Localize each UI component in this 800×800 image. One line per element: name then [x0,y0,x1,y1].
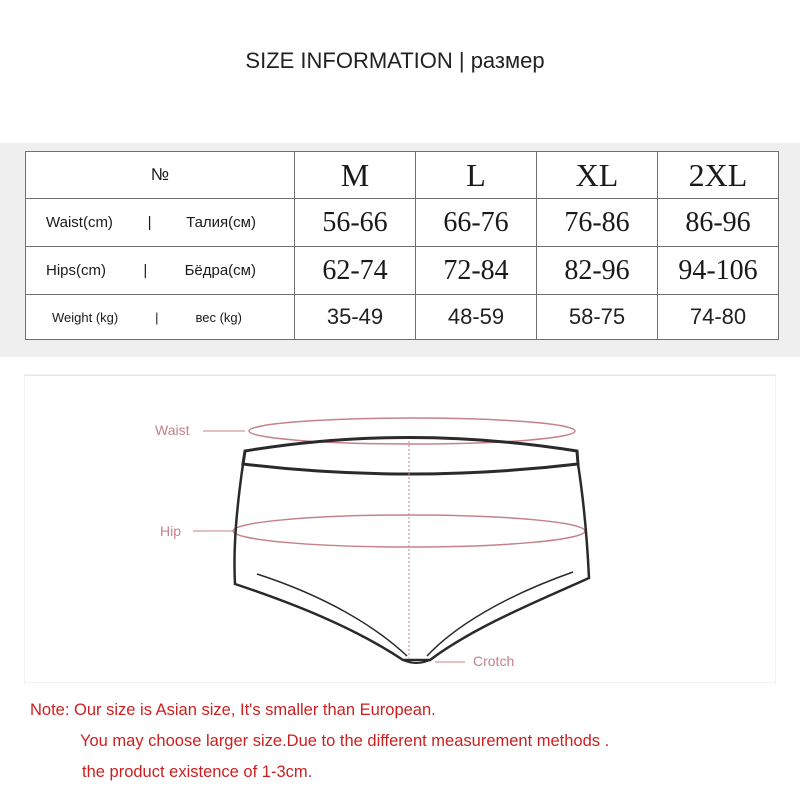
note-line-3: the product existence of 1-3cm. [82,763,313,781]
briefs-diagram-svg [25,376,775,682]
row-label-ru: Талия(см) [186,214,256,231]
row-label-ru: вес (kg) [195,309,242,325]
table-header-row [26,152,779,199]
note-line-2: You may choose larger size.Due to the different measurement methods . [80,732,610,750]
hips-l-value: 72-84 [416,247,537,295]
row-label-separator: | [143,262,148,279]
table-row-weight [26,295,779,340]
row-label-separator: | [147,214,152,231]
waist-measure-ring [249,418,575,444]
weight-m-value: 35-49 [295,295,416,340]
waist-2xl-value: 86-96 [658,199,779,247]
weight-xl-value: 58-75 [537,295,658,340]
briefs-leg-curve [427,572,573,656]
waist-l-value: 66-76 [416,199,537,247]
row-label-cell [26,295,295,340]
page-title: SIZE INFORMATION | размер [245,48,545,73]
size-m-header: M [295,152,416,199]
crotch-label: Crotch [473,653,515,669]
waist-label: Waist [155,422,190,438]
waist-xl-value: 76-86 [537,199,658,247]
briefs-outline [234,464,589,660]
row-label-separator: | [155,309,159,325]
row-label-en: Weight (kg) [52,309,119,325]
row-label-cell [26,199,295,247]
hips-2xl-value: 94-106 [658,247,779,295]
size-2xl-header: 2XL [658,152,779,199]
briefs-waistband [243,438,578,475]
waist-m-value: 56-66 [295,199,416,247]
table-row-hips [26,247,779,295]
hips-xl-value: 82-96 [537,247,658,295]
measurement-diagram [25,375,775,682]
header-number-cell: № [26,152,295,199]
size-l-header: L [416,152,537,199]
row-label-en: Hips(cm) [46,262,106,279]
table-row-waist [26,199,779,247]
hips-m-value: 62-74 [295,247,416,295]
row-label-en: Waist(cm) [46,214,113,231]
hip-label: Hip [160,523,182,539]
size-xl-header: XL [537,152,658,199]
note-line-1: Note: Our size is Asian size, It's smaller than European. [30,701,436,719]
row-label-cell [26,247,295,295]
briefs-leg-curve [257,574,407,656]
size-table [25,151,779,340]
row-label-ru: Бёдра(см) [184,262,256,279]
weight-l-value: 48-59 [416,295,537,340]
weight-2xl-value: 74-80 [658,295,779,340]
